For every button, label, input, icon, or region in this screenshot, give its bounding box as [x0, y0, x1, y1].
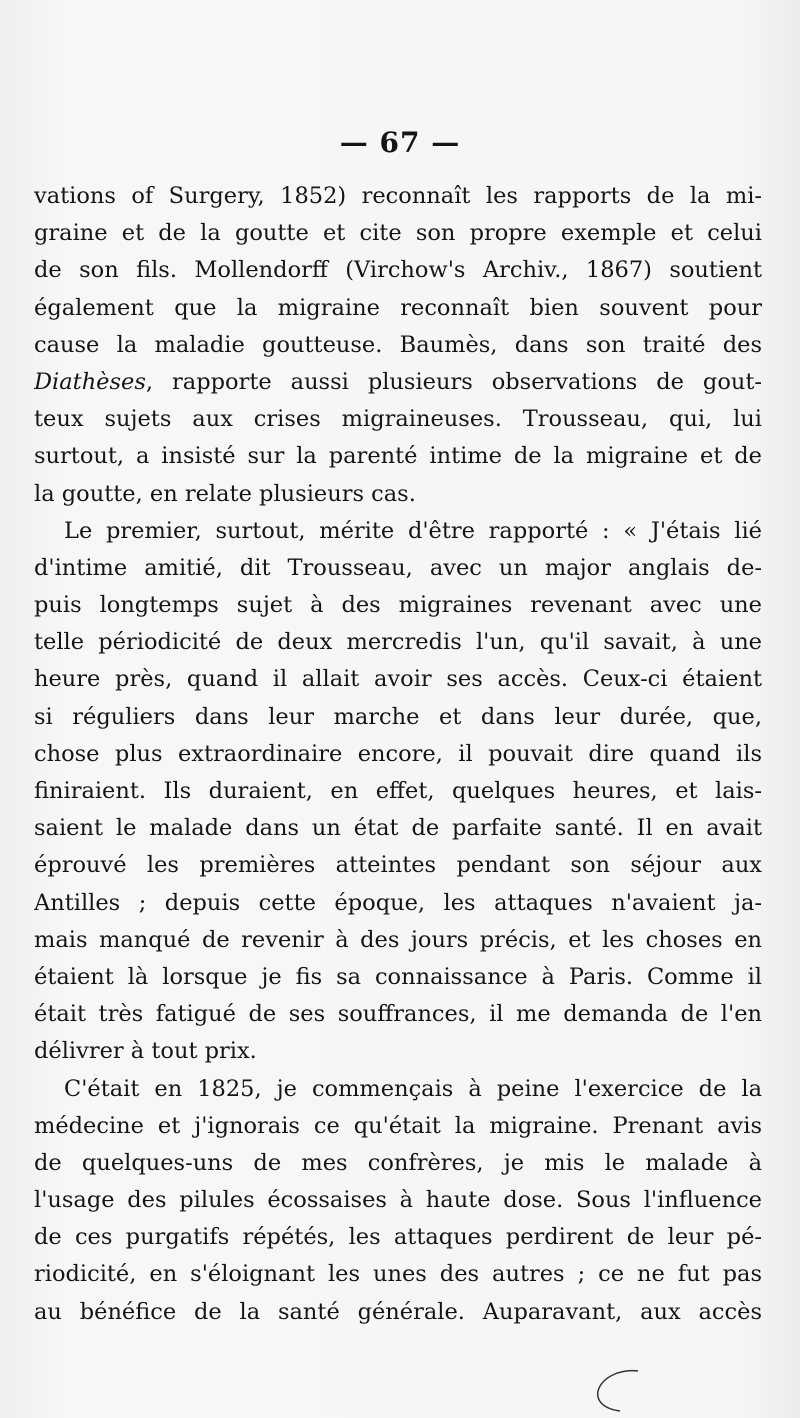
text-line: également que la migraine reconnaît bien souvent pour — [34, 294, 762, 321]
text-line: médecine et j'ignorais ce qu'était la migraine. Prenant avis — [34, 1112, 762, 1139]
text-line: étaient là lorsque je fis sa connaissance à Paris. Comme il — [34, 963, 762, 990]
text-line: saient le malade dans un état de parfaite santé. Il en avait — [34, 815, 762, 842]
text-line: au bénéfice de la santé générale. Auparavant, aux accès — [34, 1298, 762, 1325]
text-line: mais manqué de revenir à des jours précis, et les choses en — [34, 926, 762, 953]
text-line: de quelques-uns de mes confrères, je mis le malade à — [34, 1149, 762, 1176]
text-line: Le premier, surtout, mérite d'être rapporté : « J'étais lié — [64, 517, 762, 544]
text-line: Diathèses, rapporte aussi plusieurs observations de gout- — [34, 368, 762, 395]
text-line: délivrer à tout prix. — [34, 1038, 257, 1065]
text-line: était très fatigué de ses souffrances, il me demanda de l'en — [34, 1001, 762, 1028]
pencil-mark-icon — [590, 1365, 650, 1413]
text-line: chose plus extraordinaire encore, il pouvait dire quand ils — [34, 740, 762, 767]
text-line: C'était en 1825, je commençais à peine l'exercice de la — [64, 1075, 762, 1102]
text-line: de son fils. Mollendorff (Virchow's Archiv., 1867) soutient — [34, 257, 762, 284]
text-line: telle périodicité de deux mercredis l'un, qu'il savait, à une — [34, 629, 762, 656]
text-line: la goutte, en relate plusieurs cas. — [34, 480, 416, 507]
text-line: graine et de la goutte et cite son propre exemple et celui — [34, 220, 762, 247]
page-number: — 67 — — [339, 126, 461, 159]
text-line: de ces purgatifs répétés, les attaques perdirent de leur pé- — [34, 1224, 762, 1251]
text-line: heure près, quand il allait avoir ses accès. Ceux-ci étaient — [34, 666, 762, 693]
text-line: puis longtemps sujet à des migraines revenant avec une — [34, 592, 762, 619]
text-line: éprouvé les premières atteintes pendant son séjour aux — [34, 852, 762, 879]
text-line: surtout, a insisté sur la parenté intime de la migraine et de — [34, 443, 762, 470]
body-text — [34, 178, 762, 1331]
text-line: vations of Surgery, 1852) reconnaît les rapports de la mi- — [34, 183, 762, 209]
text-line: riodicité, en s'éloignant les unes des autres ; ce ne fut pas — [34, 1261, 762, 1288]
text-line: cause la maladie goutteuse. Baumès, dans son traité des — [34, 331, 762, 358]
text-line: d'intime amitié, dit Trousseau, avec un major anglais de- — [34, 554, 762, 581]
text-line: teux sujets aux crises migraineuses. Trousseau, qui, lui — [34, 406, 762, 433]
text-line: si réguliers dans leur marche et dans leur durée, que, — [34, 703, 762, 730]
text-line: finiraient. Ils duraient, en effet, quelques heures, et lais- — [34, 778, 762, 804]
text-line: l'usage des pilules écossaises à haute dose. Sous l'influence — [34, 1187, 762, 1214]
text-line: Antilles ; depuis cette époque, les attaques n'avaient ja- — [34, 889, 762, 916]
